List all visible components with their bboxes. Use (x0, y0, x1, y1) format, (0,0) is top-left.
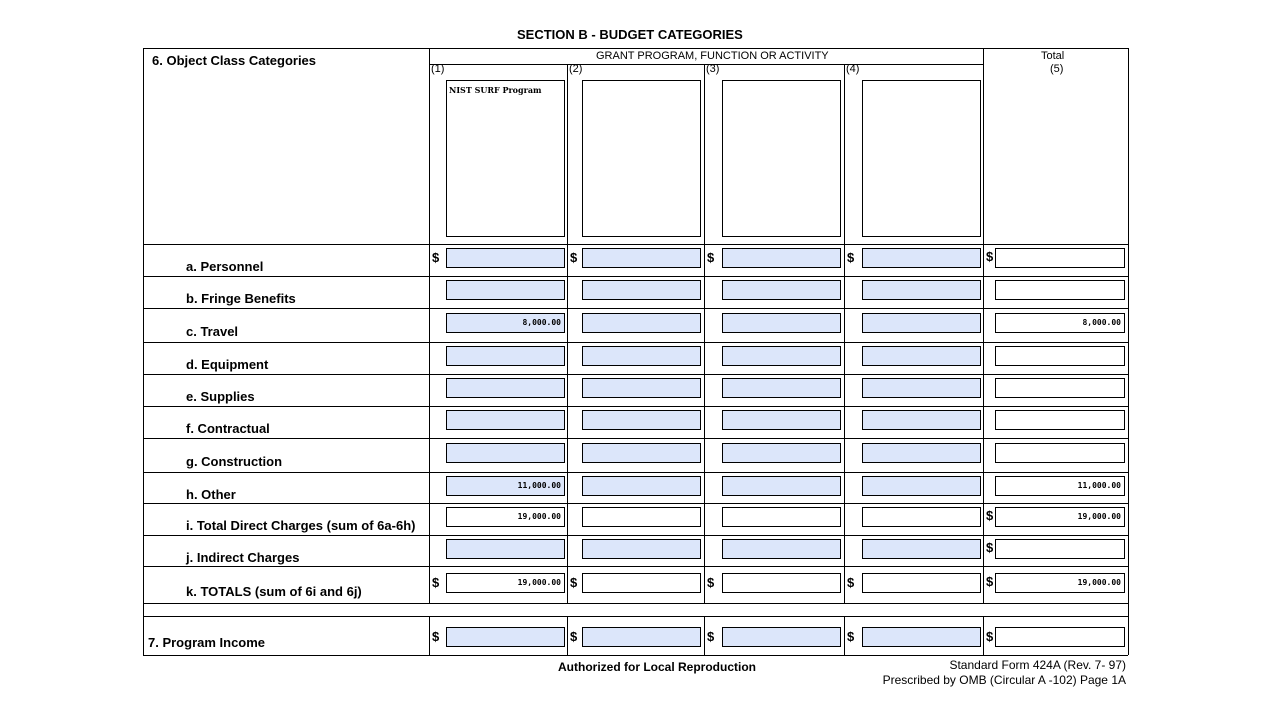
section-title: SECTION B - BUDGET CATEGORIES (517, 27, 743, 42)
amount-field[interactable] (862, 410, 981, 430)
table-border-left (143, 48, 144, 655)
grant-program-header: GRANT PROGRAM, FUNCTION OR ACTIVITY (596, 50, 829, 62)
amount-field[interactable] (862, 280, 981, 300)
column-divider (567, 616, 568, 655)
currency-symbol: $ (847, 629, 855, 644)
row-divider (143, 244, 1128, 245)
row-label-8: i. Total Direct Charges (sum of 6a-6h) (186, 518, 416, 533)
row-divider (143, 603, 1128, 604)
column-divider (983, 616, 984, 655)
amount-field[interactable] (582, 378, 701, 398)
amount-field[interactable]: 19,000.00 (446, 507, 565, 527)
amount-field[interactable] (582, 410, 701, 430)
footer-prescribed: Prescribed by OMB (Circular A -102) Page 1A (882, 673, 1126, 687)
spacer-divider (143, 616, 1128, 617)
row-label-6: g. Construction (186, 454, 283, 469)
amount-field[interactable] (722, 443, 841, 463)
amount-field[interactable] (446, 443, 565, 463)
amount-field[interactable] (722, 248, 841, 268)
amount-field[interactable] (862, 443, 981, 463)
row-label-10: k. TOTALS (sum of 6i and 6j) (186, 584, 362, 599)
currency-symbol: $ (986, 574, 994, 589)
column-divider (704, 64, 705, 603)
currency-symbol: $ (707, 250, 715, 265)
footer-authorized: Authorized for Local Reproduction (558, 660, 756, 674)
row-label-0: a. Personnel (186, 259, 264, 274)
amount-field[interactable] (582, 313, 701, 333)
row-divider (143, 535, 1128, 536)
row-label-5: f. Contractual (186, 421, 270, 436)
program-income-field[interactable] (582, 627, 701, 647)
total-field[interactable] (995, 410, 1125, 430)
row-label-3: d. Equipment (186, 357, 269, 372)
amount-field[interactable]: 19,000.00 (446, 573, 565, 593)
total-field[interactable]: 11,000.00 (995, 476, 1125, 496)
amount-field[interactable] (722, 346, 841, 366)
amount-field[interactable] (862, 476, 981, 496)
amount-field[interactable] (862, 346, 981, 366)
total-header-number: (5) (1050, 63, 1064, 75)
total-field[interactable] (995, 280, 1125, 300)
amount-field[interactable] (862, 507, 981, 527)
amount-field[interactable] (582, 507, 701, 527)
amount-field[interactable] (582, 476, 701, 496)
currency-symbol: $ (986, 508, 994, 523)
row-label-4: e. Supplies (186, 389, 255, 404)
program-name-field-1[interactable]: NIST SURF Program (446, 80, 565, 237)
currency-symbol: $ (707, 575, 715, 590)
column-number-3: (3) (706, 63, 720, 75)
row-divider (143, 308, 1128, 309)
column-number-2: (2) (569, 63, 583, 75)
row-divider (143, 566, 1128, 567)
currency-symbol: $ (570, 629, 578, 644)
row-divider (143, 342, 1128, 343)
currency-symbol: $ (847, 250, 855, 265)
amount-field[interactable] (862, 313, 981, 333)
column-divider (567, 64, 568, 603)
amount-field[interactable] (582, 539, 701, 559)
amount-field[interactable] (446, 346, 565, 366)
currency-symbol: $ (432, 575, 440, 590)
row-divider (143, 503, 1128, 504)
row-label-1: b. Fringe Benefits (186, 291, 296, 306)
amount-field[interactable] (582, 248, 701, 268)
column-divider (429, 48, 430, 603)
program-income-label: 7. Program Income (148, 635, 266, 650)
total-field[interactable] (995, 443, 1125, 463)
program-income-field[interactable] (862, 627, 981, 647)
amount-field[interactable] (446, 248, 565, 268)
amount-field[interactable]: 11,000.00 (446, 476, 565, 496)
program-name-field-2[interactable] (582, 80, 701, 237)
row-label-7: h. Other (186, 487, 236, 502)
row-divider (143, 438, 1128, 439)
column-divider (983, 48, 984, 603)
amount-field[interactable] (722, 378, 841, 398)
object-class-label: 6. Object Class Categories (152, 53, 317, 68)
amount-field[interactable] (582, 573, 701, 593)
total-header: Total (1041, 50, 1065, 62)
amount-field[interactable] (862, 573, 981, 593)
column-divider (704, 616, 705, 655)
amount-field[interactable] (582, 443, 701, 463)
amount-field[interactable]: 8,000.00 (446, 313, 565, 333)
program-income-field[interactable] (722, 627, 841, 647)
row-divider (143, 406, 1128, 407)
amount-field[interactable] (722, 476, 841, 496)
amount-field[interactable] (722, 539, 841, 559)
table-border-bottom (143, 655, 1128, 656)
currency-symbol: $ (432, 629, 440, 644)
column-number-1: (1) (431, 63, 445, 75)
amount-field[interactable] (862, 378, 981, 398)
currency-symbol: $ (570, 575, 578, 590)
column-divider (844, 64, 845, 603)
total-field[interactable] (995, 539, 1125, 559)
row-label-9: j. Indirect Charges (186, 550, 300, 565)
total-field[interactable]: 19,000.00 (995, 507, 1125, 527)
row-divider (143, 472, 1128, 473)
currency-symbol: $ (847, 575, 855, 590)
amount-field[interactable] (722, 410, 841, 430)
table-border-top (143, 48, 1128, 49)
amount-field[interactable] (446, 280, 565, 300)
amount-field[interactable] (862, 539, 981, 559)
column-divider (844, 616, 845, 655)
column-number-4: (4) (846, 63, 860, 75)
footer-form-number: Standard Form 424A (Rev. 7- 97) (949, 658, 1126, 672)
currency-symbol: $ (986, 629, 994, 644)
amount-field[interactable] (722, 573, 841, 593)
currency-symbol: $ (432, 250, 440, 265)
currency-symbol: $ (707, 629, 715, 644)
amount-field[interactable] (446, 539, 565, 559)
program-name-field-4[interactable] (862, 80, 981, 237)
program-income-field[interactable] (446, 627, 565, 647)
row-label-2: c. Travel (186, 324, 239, 339)
amount-field[interactable] (446, 378, 565, 398)
amount-field[interactable] (862, 248, 981, 268)
total-field[interactable] (995, 248, 1125, 268)
table-border-right (1128, 48, 1129, 655)
total-field[interactable]: 8,000.00 (995, 313, 1125, 333)
amount-field[interactable] (722, 313, 841, 333)
program-income-total-field[interactable] (995, 627, 1125, 647)
amount-field[interactable] (582, 280, 701, 300)
total-field[interactable] (995, 378, 1125, 398)
amount-field[interactable] (446, 410, 565, 430)
program-name-field-3[interactable] (722, 80, 841, 237)
currency-symbol: $ (986, 249, 994, 264)
total-field[interactable] (995, 346, 1125, 366)
amount-field[interactable] (722, 280, 841, 300)
row-divider (143, 276, 1128, 277)
row-divider (143, 374, 1128, 375)
amount-field[interactable] (722, 507, 841, 527)
total-field[interactable]: 19,000.00 (995, 573, 1125, 593)
amount-field[interactable] (582, 346, 701, 366)
currency-symbol: $ (986, 540, 994, 555)
currency-symbol: $ (570, 250, 578, 265)
column-divider (429, 616, 430, 655)
